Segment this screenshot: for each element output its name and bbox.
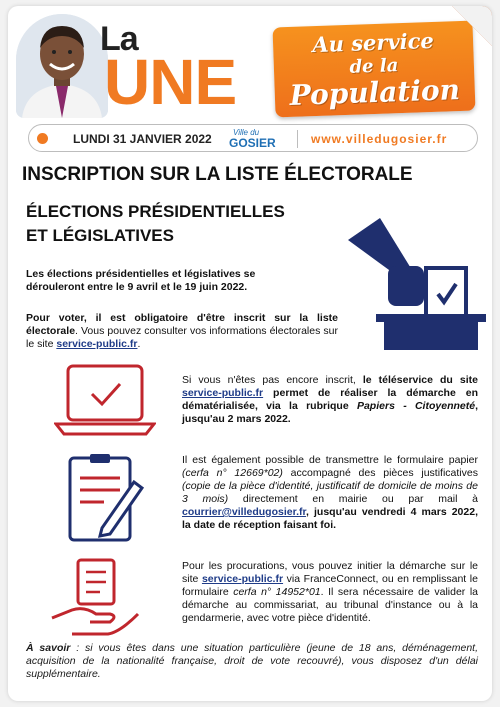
avatar	[16, 14, 108, 118]
banner-line-3: Population	[289, 73, 461, 112]
s2-text-a: Il est également possible de transmettre le formulaire papier	[182, 454, 478, 466]
banner-line-2: de la	[349, 55, 399, 78]
service-public-link[interactable]: service-public.fr	[56, 338, 138, 350]
website-url[interactable]: www.villedugosier.fr	[311, 132, 448, 146]
intro-obligation	[26, 312, 338, 351]
service-banner	[272, 21, 475, 118]
section-online-registration	[182, 374, 478, 426]
ville-du-gosier-logo	[225, 128, 287, 150]
service-public-link-3[interactable]: service-public.fr	[201, 573, 284, 585]
logo-ville-text: Ville du	[233, 128, 260, 137]
brand-une: UNE	[104, 46, 237, 118]
laptop-check-icon	[54, 360, 156, 442]
ballot-box-icon	[348, 218, 488, 350]
s2-cerfa: (cerfa n° 12669*02)	[182, 467, 283, 479]
issue-date: LUNDI 31 JANVIER 2022	[73, 132, 212, 146]
s1-bold: le téléservice du site	[362, 374, 478, 386]
subtitle-line-1: ÉLECTIONS PRÉSIDENTIELLES	[26, 202, 285, 221]
a-savoir-note	[26, 642, 478, 681]
form-pen-icon	[62, 452, 148, 548]
page-curl-tip	[452, 6, 492, 46]
date-bar	[28, 124, 478, 152]
s1-text: permet de réaliser la démarche en dématérialisée, via la rubrique	[182, 387, 478, 412]
s1-rubrique: Papiers - Citoyenneté	[356, 400, 476, 412]
logo-gosier-text: GOSIER	[229, 136, 276, 150]
main-title: INSCRIPTION SUR LA LISTE ÉLECTORALE	[22, 164, 413, 185]
intro-dates: Les élections présidentielles et législatives se dérouleront entre le 9 avril et le 19 juin 2022.	[26, 268, 256, 293]
s3-text-b: via FranceConnect, ou en remplissant le formulaire	[182, 573, 478, 598]
a-savoir-text: : si vous êtes dans une situation particulière (jeune de 18 ans, déménagement, acquisition de la nationalité française, droit de vote recouvré), vous disposez d'un délai supplémentaire.	[26, 642, 478, 680]
bullet-dot	[37, 133, 48, 144]
obligation-bold: Pour voter, il est obligatoire d'être inscrit sur la liste électorale	[26, 312, 338, 337]
s3-cerfa: cerfa n° 14952*01	[233, 586, 321, 598]
s2-text-c: accompagné des pièces justificatives	[282, 467, 478, 479]
hand-document-icon	[48, 556, 144, 644]
subtitle-line-2: ET LÉGISLATIVES	[26, 226, 174, 245]
s1-deadline: , jusqu'au 2 mars 2022.	[182, 400, 478, 425]
section-paper-form	[182, 454, 478, 532]
s3-text-d: . Il sera nécessaire de valider la démarche au commissariat, au tribunal d'instance ou à la gendarmerie, avec votre pièce d'identité.	[182, 586, 478, 624]
service-public-link-2[interactable]: service-public.fr	[182, 387, 264, 399]
brand-la: La	[100, 20, 138, 58]
s2-deadline: , jusqu'au vendredi 4 mars 2022, la date de réception faisant foi.	[182, 506, 478, 531]
subtitle	[26, 200, 326, 248]
s1-intro: Si vous n'êtes pas encore inscrit,	[182, 374, 363, 386]
banner-line-1: Au service	[311, 27, 435, 58]
s3-text-a: Pour les procurations, vous pouvez initier la démarche sur le site	[182, 560, 478, 585]
s2-text-e: directement en mairie ou par mail à	[228, 493, 478, 505]
header	[8, 6, 492, 120]
obligation-end: .	[137, 338, 141, 350]
s2-pieces: (copie de la pièce d'identité, justificatif de domicile de moins de 3 mois)	[182, 480, 478, 505]
divider	[297, 130, 298, 148]
section-procurations	[182, 560, 478, 625]
courrier-email-link[interactable]: courrier@villedugosier.fr	[182, 506, 307, 518]
obligation-text: . Vous pouvez consulter vos informations électorales sur le site	[26, 325, 338, 350]
flyer-page	[8, 6, 492, 701]
a-savoir-label: À savoir	[26, 642, 71, 654]
